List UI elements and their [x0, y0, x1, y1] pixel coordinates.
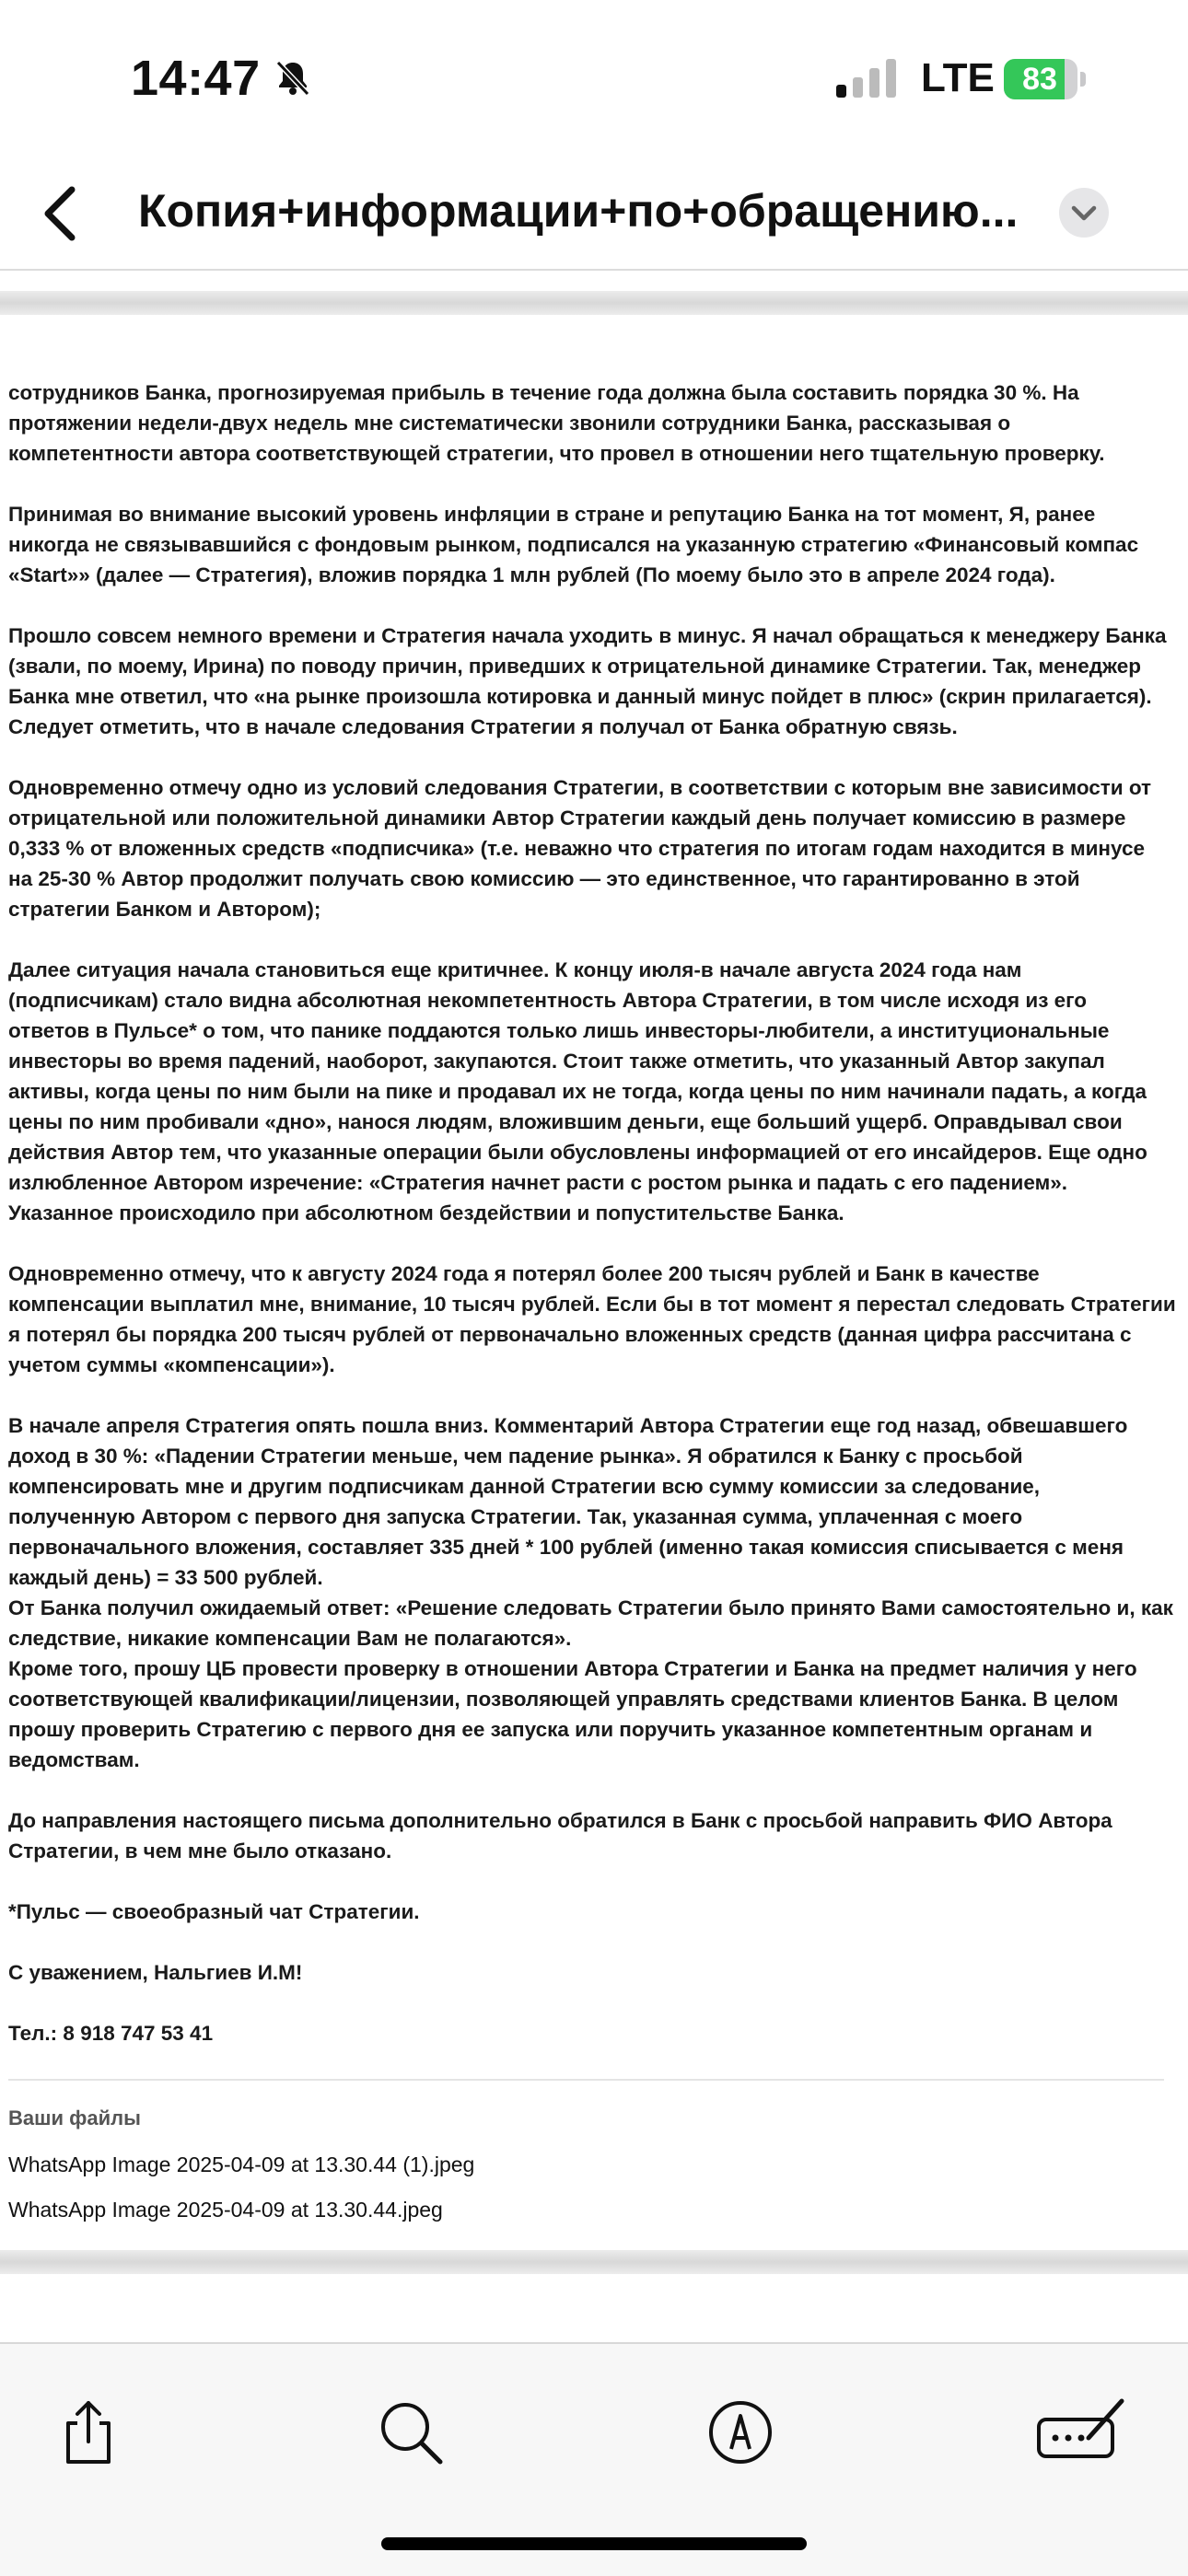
document-paragraph	[8, 621, 1178, 742]
home-indicator	[381, 2537, 807, 2550]
nav-bar	[0, 157, 1188, 271]
paragraph-line: я потерял бы порядка 200 тысяч рублей от первоначально вложенных средств (данная цифра рассчитана с	[8, 1323, 1132, 1346]
paragraph-line: никогда не связывавшийся с фондовым рынком, подписался на указанную стратегию «Финансовый компас	[8, 533, 1139, 556]
status-bar	[0, 0, 1188, 157]
paragraph-line: Банка мне ответил, что «на рынке произошла котировка и данный минус пойдет в плюс» (скрин прилагается).	[8, 685, 1152, 708]
paragraph-line: Стратегии, в чем мне было отказано.	[8, 1839, 392, 1862]
battery-charging-icon	[1004, 59, 1087, 99]
paragraph-line: (подписчикам) стало видна абсолютная некомпетентность Автора Стратегии, в том числе исходя из его	[8, 989, 1087, 1012]
paragraph-line: От Банка получил ожидаемый ответ: «Решение следовать Стратегии было принято Вами самостоятельно и, как	[8, 1596, 1173, 1619]
paragraph-line: действия Автор тем, что указанные операции были обусловлены информацией от его инсайдеров. Еще одно	[8, 1141, 1147, 1164]
paragraph-line: стратегии Банком и Автором);	[8, 898, 321, 921]
paragraph-line: компетентности автора соответствующей стратегии, что провел в отношении него тщательную проверку.	[8, 442, 1105, 465]
paragraph-line: Кроме того, прошу ЦБ провести проверку в отношении Автора Стратегии и Банка на предмет наличия у него	[8, 1657, 1137, 1680]
document-paragraph	[8, 772, 1178, 924]
title-menu-button[interactable]	[1059, 188, 1109, 238]
document-paragraph	[8, 377, 1178, 469]
paragraph-line: Одновременно отмечу одно из условий следования Стратегии, в соответствии с которым вне зависимости от	[8, 776, 1152, 799]
paragraph-line: *Пульс — своеобразный чат Стратегии.	[8, 1900, 420, 1923]
markup-icon[interactable]	[704, 2396, 777, 2469]
paragraph-line: цены по ним пробивали «дно», нанося людям, вложившим деньги, еще больший ущерб. Оправдывал свои	[8, 1110, 1123, 1133]
paragraph-line: первоначального вложения, составляет 335 дней * 100 рублей (именно такая комиссия списывается с меня	[8, 1536, 1124, 1559]
search-icon[interactable]	[374, 2396, 448, 2469]
status-time: 14:47	[131, 51, 261, 106]
paragraph-line: Следует отметить, что в начале следования Стратегии я получал от Банка обратную связь.	[8, 715, 958, 738]
page-separator	[0, 291, 1188, 315]
paragraph-line: Указанное происходило при абсолютном бездействии и попустительстве Банка.	[8, 1201, 844, 1224]
paragraph-line: доход в 30 %: «Падении Стратегии меньше, чем падение рынка». Я обратился к Банку с просьбой	[8, 1445, 1023, 1468]
attachment-link[interactable]: WhatsApp Image 2025-04-09 at 13.30.44.jpeg	[8, 2198, 443, 2222]
phone-number: Тел.: 8 918 747 53 41	[8, 2022, 214, 2045]
paragraph-line: активы, когда цены по ним были на пике и продавал их не тогда, когда цены по ним начинали падать, а когда	[8, 1080, 1147, 1103]
paragraph-line: учетом суммы «компенсации»).	[8, 1353, 335, 1376]
document-paragraph	[8, 499, 1178, 590]
paragraph-line: каждый день) = 33 500 рублей.	[8, 1566, 323, 1589]
paragraph-line: прошу проверить Стратегию с первого дня ее запуска или поручить указанное компетентным органам и	[8, 1718, 1093, 1741]
chevron-left-icon[interactable]	[28, 177, 101, 250]
paragraph-line: Одновременно отмечу, что к августу 2024 года я потерял более 200 тысяч рублей и Банк в качестве	[8, 1262, 1040, 1285]
paragraph-line: протяжении недели-двух недель мне систематически звонили сотрудники Банка, рассказывая о	[8, 412, 1011, 435]
paragraph-line: ведомствам.	[8, 1748, 140, 1771]
chevron-down-icon	[1059, 188, 1109, 238]
signature: С уважением, Нальгиев И.М!	[8, 1961, 303, 1984]
paragraph-line: «Start»» (далее — Стратегия), вложив порядка 1 млн рублей (По моему было это в апреле 2024 года).	[8, 563, 1055, 586]
document-title[interactable]: Копия+информации+по+обращению...	[138, 185, 1019, 237]
paragraph-line: на 25-30 % Автор продолжит получать свою комиссию — это единственное, что гарантированно в этой	[8, 867, 1080, 890]
paragraph-line: ответов в Пульсе* о том, что панике поддаются только лишь инвесторы-любители, а институциональные	[8, 1019, 1110, 1042]
document-paragraph	[8, 1410, 1178, 1775]
cellular-signal-icon	[836, 57, 897, 99]
paragraph-line: Принимая во внимание высокий уровень инфляции в стране и репутацию Банка на тот момент, Я, ранее	[8, 503, 1096, 526]
document-paragraph	[8, 1259, 1178, 1380]
network-type: LTE	[921, 55, 995, 100]
divider	[8, 2079, 1164, 2081]
paragraph-line: инвесторы во время падений, наоборот, закупаются. Стоит также отметить, что указанный Автор закупал	[8, 1050, 1105, 1073]
page-separator	[0, 2250, 1188, 2274]
paragraph-line: отрицательной или положительной динамики Автор Стратегии каждый день получает комиссию в размере	[8, 806, 1126, 830]
paragraph-line: Далее ситуация начала становиться еще критичнее. К концу июля-в начале августа 2024 года нам	[8, 958, 1022, 981]
document-paragraph	[8, 1897, 1178, 1927]
paragraph-line: компенсации выплатил мне, внимание, 10 тысяч рублей. Если бы в тот момент я перестал следовать Стратегии	[8, 1293, 1176, 1316]
document-page	[8, 377, 1178, 2240]
battery-percent: 83	[1022, 62, 1057, 97]
attachment-link[interactable]: WhatsApp Image 2025-04-09 at 13.30.44 (1).jpeg	[8, 2152, 475, 2176]
paragraph-line: компенсировать мне и другим подписчикам данной Стратегии всю сумму комиссии за следование,	[8, 1475, 1041, 1498]
paragraph-line: полученную Автором с первого дня запуска Стратегии. Так, указанная сумма, уплаченная с моего	[8, 1505, 1023, 1528]
paragraph-line: следствие, никакие компенсации Вам не полагаются».	[8, 1627, 572, 1650]
document-body	[8, 377, 1178, 1927]
paragraph-line: излюбленное Автором изречение: «Стратегия начнет расти с ростом рынка и падать с его падением».	[8, 1171, 1067, 1194]
paragraph-line: В начале апреля Стратегия опять пошла вниз. Комментарий Автора Стратегии еще год назад, обвешавшего	[8, 1414, 1128, 1437]
bell-slash-icon	[273, 57, 313, 98]
files-label: Ваши файлы	[8, 2106, 141, 2129]
signature-icon[interactable]	[1035, 2396, 1127, 2469]
paragraph-line: соответствующей квалификации/лицензии, позволяющей управлять средствами клиентов Банка. В целом	[8, 1688, 1119, 1711]
document-paragraph	[8, 1805, 1178, 1866]
paragraph-line: (звали, по моему, Ирина) по поводу причин, приведших к отрицательной динамике Стратегии. Так, менеджер	[8, 655, 1141, 678]
document-paragraph	[8, 955, 1178, 1228]
paragraph-line: 0,333 % от вложенных средств «подписчика» (т.е. неважно что стратегия по итогам годам находится в минусе	[8, 837, 1145, 860]
paragraph-line: Прошло совсем немного времени и Стратегия начала уходить в минус. Я начал обращаться к менеджеру Банка	[8, 624, 1167, 647]
share-icon[interactable]	[52, 2396, 125, 2469]
paragraph-line: сотрудников Банка, прогнозируемая прибыль в течение года должна была составить порядка 30 %. На	[8, 381, 1079, 404]
paragraph-line: До направления настоящего письма дополнительно обратился в Банк с просьбой направить ФИО Автора	[8, 1809, 1112, 1832]
